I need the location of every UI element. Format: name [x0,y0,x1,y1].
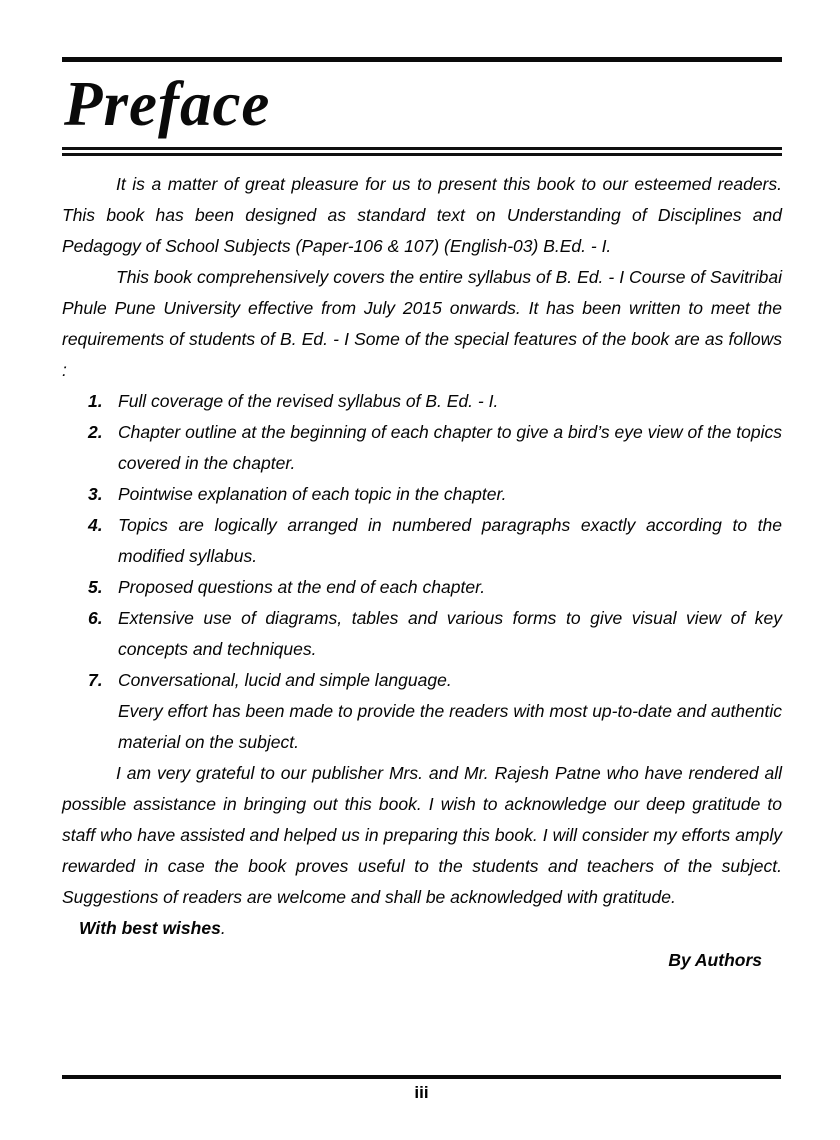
feature-text: Conversational, lucid and simple language. [118,670,452,690]
feature-number: 4. [88,515,103,535]
feature-number: 3. [88,484,103,504]
feature-text: Proposed questions at the end of each chapter. [118,577,486,597]
intro-paragraph: It is a matter of great pleasure for us to present this book to our esteemed readers. This book has been designed as standard text on Understanding of Disciplines and Pedagogy of School Subjects (Paper-106 & 107) (English-03) B.Ed. - I. [62,174,782,256]
signoff-line [62,913,782,944]
signoff: With best wishes [79,918,221,938]
byline: By Authors [668,950,762,970]
feature-item-4 [62,510,782,572]
feature-number: 6. [88,608,103,628]
feature-text: Chapter outline at the beginning of each chapter to give a bird’s eye view of the topics covered in the chapter. [118,422,782,473]
feature-text: Topics are logically arranged in numbered paragraphs exactly according to the modified syllabus. [118,515,782,566]
feature-text: Pointwise explanation of each topic in the chapter. [118,484,507,504]
feature-number: 7. [88,670,103,690]
footer-rule [62,1075,781,1103]
acknowledgement-paragraph: I am very grateful to our publisher Mrs. and Mr. Rajesh Patne who have rendered all possible assistance in bringing out this book. I wish to acknowledge our deep gratitude to staff who have assisted and helped us in preparing this book. I will consider my efforts amply rewarded in case the book proves useful to the students and teachers of the subject. Suggestions of readers are welcome and shall be acknowledged with gratitude. [62,763,782,907]
syllabus-paragraph: This book comprehensively covers the entire syllabus of B. Ed. - I Course of Savitribai Phule Pune University effective from July 2015 onwards. It has been written to meet the requirements of students of B. Ed. - I Some of the special features of the book are as follows : [62,267,782,380]
feature-item-5 [62,572,782,603]
feature-item-6 [62,603,782,665]
every-effort-paragraph: Every effort has been made to provide the readers with most up-to-date and authentic material on the subject. [118,701,782,752]
top-rule [62,57,782,62]
signoff-period: . [220,918,226,938]
feature-item-3 [62,479,782,510]
feature-number: 5. [88,577,103,597]
preface-page [62,0,782,1140]
page-title: Preface [64,69,271,139]
title-double-rule [62,147,782,156]
feature-text: Extensive use of diagrams, tables and various forms to give visual view of key concepts and techniques. [118,608,782,659]
feature-item-2 [62,417,782,479]
feature-item-1 [62,386,782,417]
feature-text: Full coverage of the revised syllabus of B. Ed. - I. [118,391,499,411]
page-number: iii [414,1083,429,1102]
feature-item-7 [62,665,782,696]
preface-body [62,169,782,976]
features-list [62,386,782,696]
feature-number: 1. [88,391,103,411]
feature-number: 2. [88,422,103,442]
